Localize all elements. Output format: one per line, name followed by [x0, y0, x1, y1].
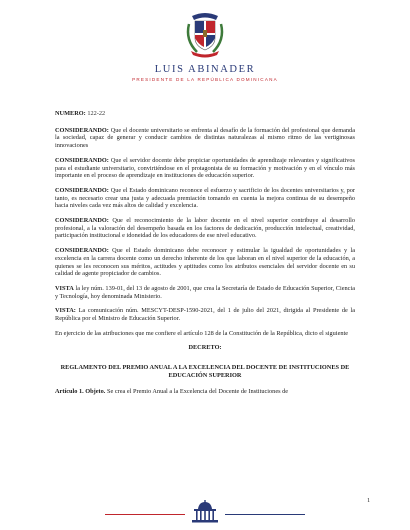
decree-number-value: 122-22 [87, 110, 106, 117]
articulo-text: Se crea el Premio Anual a la Excelencia del Docente de Instituciones de [106, 387, 289, 395]
considerando-paragraph [55, 187, 355, 210]
considerando-text: Que el servidor docente debe propiciar oportunidades de aprendizaje relevantes y significativos para el estudiante universitario, convirtiéndose en el protagonista de su formación y motivación y en el vínculo más importante en el proceso de aprendizaje en instituciones de educación superior. [55, 156, 355, 180]
footer-rule-blue [225, 514, 305, 515]
considerando-paragraph [55, 247, 355, 278]
articulo-paragraph [55, 388, 355, 396]
ejercicio-paragraph: En ejercicio de las atribuciones que me confiere el artículo 128 de la Constitución de la República, dicto el siguiente [55, 329, 349, 337]
considerando-paragraph [55, 157, 355, 180]
considerando-lead: CONSIDERANDO: [55, 156, 109, 164]
vista-text: la ley núm. 139-01, del 13 de agosto de 2001, que crea la Secretaría de Estado de Educación Superior, Ciencia y Tecnología, hoy denominada Ministerio. [55, 284, 355, 300]
decree-number-label: NUMERO: [55, 110, 86, 117]
considerando-text: Que el reconocimiento de la labor docente en el nivel superior contribuye al desarrollo profesional, a la valoración del desempeño basada en los factores de dedicación, producción intelectual, creatividad, participación institucional e idoneidad de los educadores de ese nivel educativo. [55, 217, 355, 240]
president-title: PRESIDENTE DE LA REPÚBLICA DOMINICANA [132, 77, 278, 82]
vista-text: La comunicación núm. MESCYT-DESP-1590-2021, del 1 de julio del 2021, dirigida al Presidente de la República por el Ministro de Educación Superior. [55, 307, 355, 323]
articulo-lead: Artículo 1. Objeto. [55, 387, 106, 395]
palace-emblem-icon [191, 500, 219, 524]
vista-paragraph [55, 307, 355, 322]
document-body [55, 110, 355, 402]
letterhead [0, 10, 410, 82]
decree-number [55, 110, 355, 118]
considerando-paragraph [55, 127, 355, 150]
vista-lead: VISTA: [55, 307, 76, 315]
considerando-lead: CONSIDERANDO: [55, 247, 109, 255]
considerando-lead: CONSIDERANDO: [55, 186, 109, 194]
vista-lead: VISTA [55, 284, 74, 292]
decreto-heading: DECRETO: [188, 344, 222, 352]
considerando-text: Que el Estado dominicano reconoce el esfuerzo y sacrificio de los docentes universitarios y, por tanto, es necesario crear una justa y adecuada premiación tomando en cuenta la mejora continua de su desempeño hacia niveles cada vez más altos de calidad y excelencia. [55, 186, 356, 210]
considerando-paragraph [55, 217, 355, 240]
footer-rule-red [105, 514, 185, 515]
vista-paragraph [55, 285, 355, 300]
considerando-lead: CONSIDERANDO: [55, 217, 109, 225]
reglamento-title: REGLAMENTO DEL PREMIO ANUAL A LA EXCELENCIA DEL DOCENTE DE INSTITUCIONES DE EDUCACIÓN SUPERIOR [60, 364, 350, 379]
coat-of-arms-icon [183, 10, 227, 58]
page-number: 1 [367, 497, 371, 504]
president-name: LUIS ABINADER [154, 64, 256, 75]
considerando-text: Que el Estado dominicano debe reconocer y estimular la igualdad de oportunidades y la excelencia en la carrera docente como un derecho inherente de los que laboran en el nivel superior de la educación, a quienes se les reconocen sus méritos, actitudes y aptitudes como los atributos esenciales del servidor docente en su calidad de agente propiciador de cambios. [55, 247, 355, 278]
considerando-lead: CONSIDERANDO: [55, 126, 109, 134]
considerando-text: Que el docente universitario se enfrenta al desafío de la formación del profesional que demanda la sociedad, capaz de generar y conducir cambios de distintas naturalezas al mismo ritmo de las vertiginosas innovaciones [55, 126, 356, 150]
